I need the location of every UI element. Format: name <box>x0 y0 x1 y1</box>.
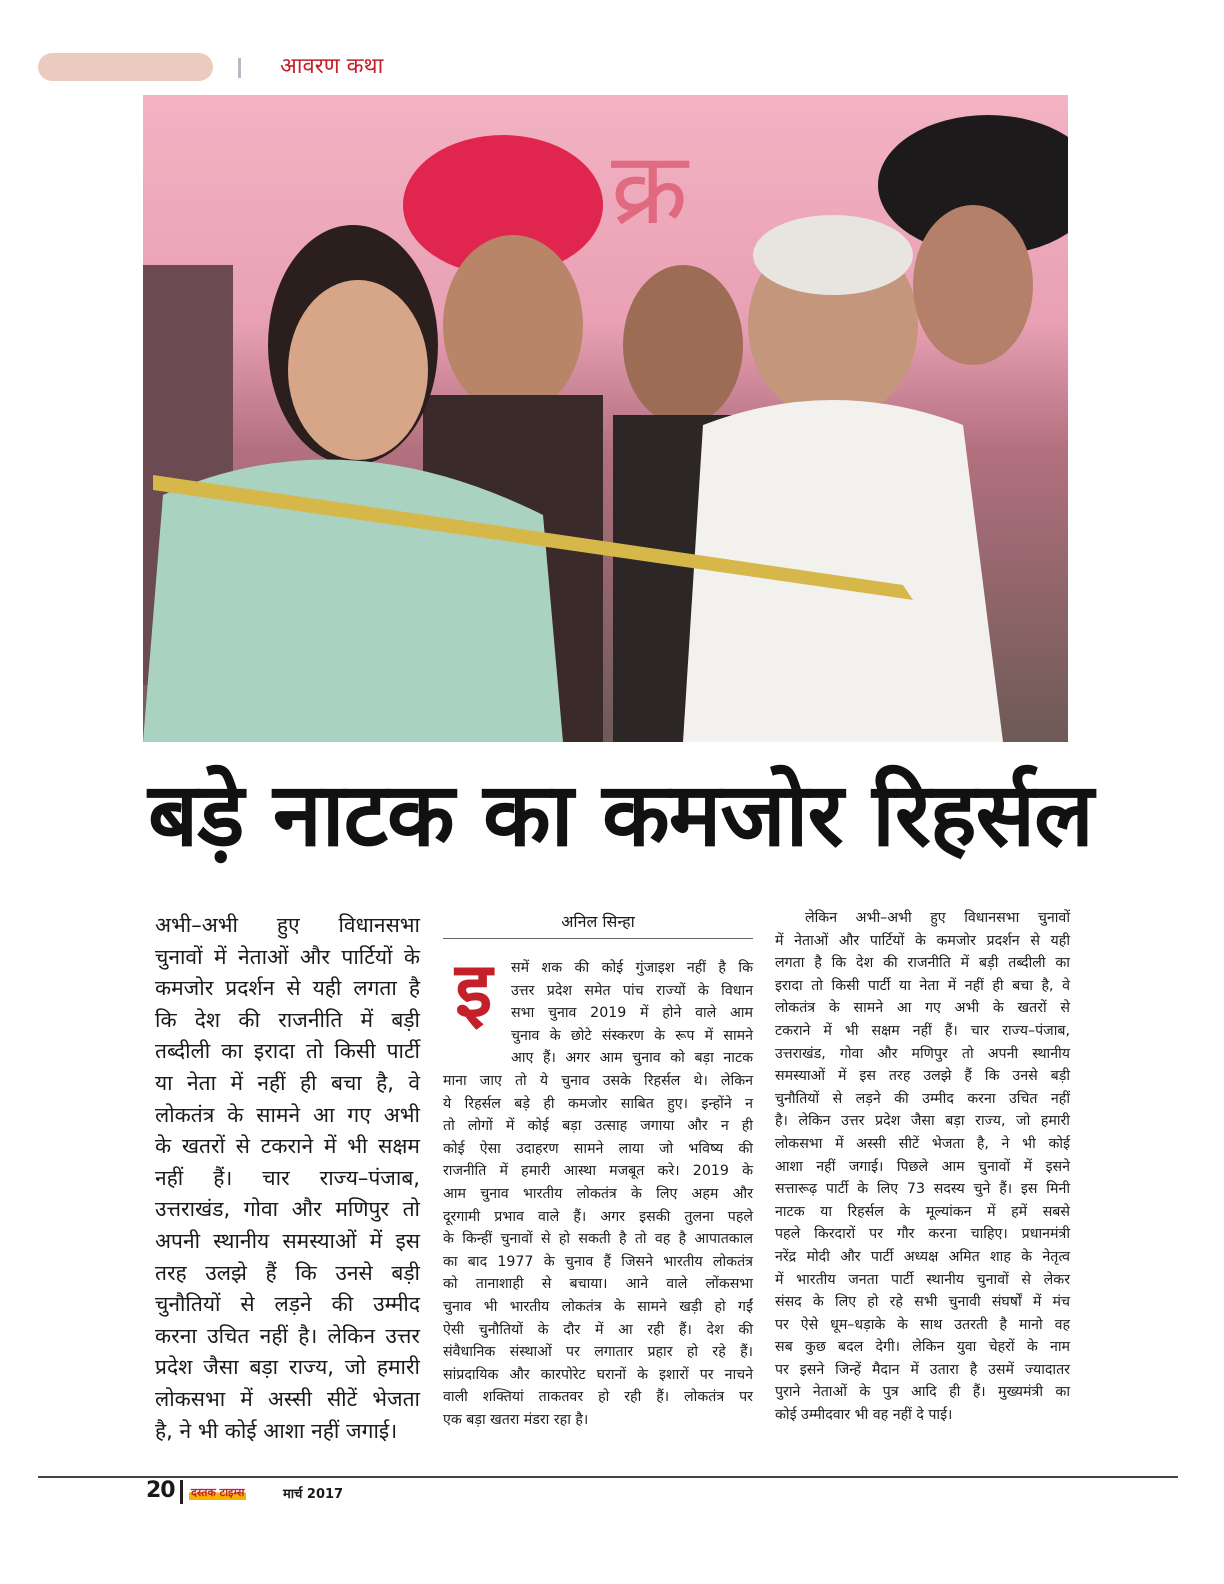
text-line: चुनौतियों से लड़ने की उम्मीद करना उचित नहीं <box>775 1090 1070 1107</box>
text-line: के किन्हीं चुनावों से हो सकती है तो वह है आपातकाल <box>443 1231 753 1248</box>
text-line: करना उचित नहीं है। लेकिन उत्तर <box>155 1323 420 1348</box>
text-line: सभा चुनाव 2019 में होने वाले आम <box>511 1005 753 1022</box>
photo-illustration <box>143 95 1068 742</box>
footer-divider <box>180 1480 183 1504</box>
banner-text: क्र <box>611 130 688 247</box>
text-line: उत्तराखंड, गोवा और मणिपुर तो <box>155 1197 420 1222</box>
text-line: कमजोर प्रदर्शन से यही लगता है <box>155 976 420 1001</box>
text-line: लोकतंत्र के सामने आ गए अभी के खतरों से <box>775 1000 1070 1017</box>
text-line: या नेता में नहीं ही बचा है, वे <box>155 1070 420 1095</box>
text-line: तरह उलझे हैं कि उनसे बड़ी <box>155 1260 420 1285</box>
text-line: कोई ऐसा उदाहरण सामने लाया जो भविष्य की <box>443 1140 753 1157</box>
magazine-logo: दस्तक टाइम्स <box>191 1486 245 1499</box>
author-byline: अनिल सिन्हा <box>443 910 753 939</box>
text-line: तब्दीली का इरादा तो किसी पार्टी <box>155 1039 420 1064</box>
article-column-1 <box>443 957 753 1431</box>
text-line: चुनावों में नेताओं और पार्टियों के <box>155 944 420 969</box>
text-line: है। लेकिन उत्तर प्रदेश जैसा बड़ा राज्य, जो हमारी <box>775 1113 1070 1130</box>
section-divider <box>238 58 241 78</box>
headline: बड़े नाटक का कमजोर रिहर्सल <box>148 763 1093 866</box>
text-line: सांप्रदायिक और कारपोरेट घरानों के इशारों पर नाचने <box>443 1366 753 1383</box>
text-line: नाटक या रिहर्सल के मूल्यांकन में हमें सबसे <box>775 1203 1070 1220</box>
article-column-2 <box>775 907 1070 1427</box>
text-line: चुनौतियों से लड़ने की उम्मीद <box>155 1292 420 1317</box>
text-line: आम चुनाव भारतीय लोकतंत्र के लिए अहम और <box>443 1185 753 1202</box>
pullquote-column <box>155 910 420 1447</box>
text-line: लोकसभा में अस्सी सीटें भेजता <box>155 1386 420 1411</box>
footer-rule <box>38 1476 1178 1478</box>
text-line: लेकिन अभी–अभी हुए विधानसभा चुनावों <box>805 910 1070 926</box>
text-line: चुनाव भी भारतीय लोकतंत्र के सामने खड़ी हो गईं <box>443 1298 753 1315</box>
text-line: अपनी स्थानीय समस्याओं में इस <box>155 1228 420 1253</box>
text-line: उत्तराखंड, गोवा और मणिपुर तो अपनी स्थानीय <box>775 1045 1070 1062</box>
text-line: सत्तारूढ़ पार्टी के लिए 73 सदस्य चुने हैं। इस मिनी <box>775 1181 1070 1198</box>
text-line: चुनाव के छोटे संस्करण के रूप में सामने <box>511 1027 753 1044</box>
text-line: को तानाशाही से बचाया। आने वाले लोंकसभा <box>443 1276 753 1293</box>
text-line: नरेंद्र मोदी और पार्टी अध्यक्ष अमित शाह के नेतृत्व <box>775 1248 1070 1265</box>
drop-cap: इ <box>455 945 493 1034</box>
text-line: तो लोगों में कोई बड़ा उत्साह जगाया और न ही <box>443 1118 753 1135</box>
page-number: 20 <box>146 1478 175 1503</box>
text-line: राजनीति में हमारी आस्था मजबूत करे। 2019 के <box>443 1163 753 1180</box>
text-line: इरादा तो किसी पार्टी या नेता में नहीं ही बचा है, वे <box>775 977 1070 994</box>
text-line: दूरगामी प्रभाव वाले हैं। अगर इसकी तुलना पहले <box>443 1208 753 1225</box>
text-line: आशा नहीं जगाई। पिछले आम चुनावों में इसने <box>775 1158 1070 1175</box>
text-line: है, ने भी कोई आशा नहीं जगाई। <box>155 1418 398 1443</box>
text-line: पर इसने जिन्हें मैदान में उतारा है उसमें ज्यादातर <box>775 1361 1070 1378</box>
text-line: कि देश की राजनीति में बड़ी <box>155 1007 420 1032</box>
cover-photo <box>143 95 1068 742</box>
text-line: टकराने में भी सक्षम नहीं हैं। चार राज्य–पंजाब, <box>775 1022 1070 1039</box>
text-line: लोकसभा में अस्सी सीटें भेजता है, ने भी कोई <box>775 1135 1070 1152</box>
text-line: एक बड़ा खतरा मंडरा रहा है। <box>443 1411 589 1428</box>
text-line: समें शक की कोई गुंजाइश नहीं है कि <box>511 960 753 976</box>
text-line: लगता है कि देश की राजनीति में बड़ी तब्दीली का <box>775 955 1070 972</box>
text-line: उत्तर प्रदेश समेत पांच राज्यों के विधान <box>511 982 753 999</box>
text-line: नहीं हैं। चार राज्य–पंजाब, <box>155 1165 420 1190</box>
text-line: कोई उम्मीदवार भी वह नहीं दे पाई। <box>775 1407 953 1424</box>
text-line: समस्याओं में इस तरह उलझे हैं कि उनसे बड़ी <box>775 1068 1070 1085</box>
section-tab-pill <box>38 53 213 81</box>
text-line: पर ऐसे धूम–धड़ाके के साथ उतरती है मानो वह <box>775 1316 1070 1333</box>
text-line: सब कुछ बदल देगी। लेकिन युवा चेहरों के नाम <box>775 1339 1070 1356</box>
text-line: आए हैं। अगर आम चुनाव को बड़ा नाटक <box>511 1050 753 1067</box>
text-line: वाली शक्तियां ताकतवर हो रही हैं। लोकतंत्र पर <box>443 1389 753 1406</box>
text-line: पहले किरदारों पर गौर करना चाहिए। प्रधानमंत्री <box>775 1226 1070 1243</box>
text-line: में भारतीय जनता पार्टी स्थानीय चुनावों से लेकर <box>775 1271 1070 1288</box>
text-line: माना जाए तो ये चुनाव उसके रिहर्सल थे। लेकिन <box>443 1072 753 1089</box>
text-line: संसद के लिए हो रहे सभी चुनावी संघर्षों में मंच <box>775 1294 1070 1311</box>
issue-date: मार्च 2017 <box>283 1487 344 1502</box>
text-line: अभी–अभी हुए विधानसभा <box>155 913 420 937</box>
text-line: पुराने नेताओं के पुत्र आदि ही हैं। मुख्यमंत्री का <box>775 1384 1070 1401</box>
text-line: लोकतंत्र के सामने आ गए अभी <box>155 1102 420 1127</box>
text-line: के खतरों से टकराने में भी सक्षम <box>155 1134 420 1159</box>
text-line: ये रिहर्सल बड़े ही कमजोर साबित हुए। इन्होंने न <box>443 1095 753 1112</box>
text-line: का बाद 1977 के चुनाव हैं जिसने भारतीय लोकतंत्र <box>443 1253 753 1270</box>
text-line: में नेताओं और पार्टियों के कमजोर प्रदर्शन से यही <box>775 932 1070 949</box>
text-line: प्रदेश जैसा बड़ा राज्य, जो हमारी <box>155 1355 420 1380</box>
text-line: ऐसी चुनौतियों के दौर में आ रही हैं। देश की <box>443 1321 753 1338</box>
text-line: संवैधानिक संस्थाओं पर लगातार प्रहार हो रहे हैं। <box>443 1344 753 1361</box>
section-title: आवरण कथा <box>280 54 384 79</box>
